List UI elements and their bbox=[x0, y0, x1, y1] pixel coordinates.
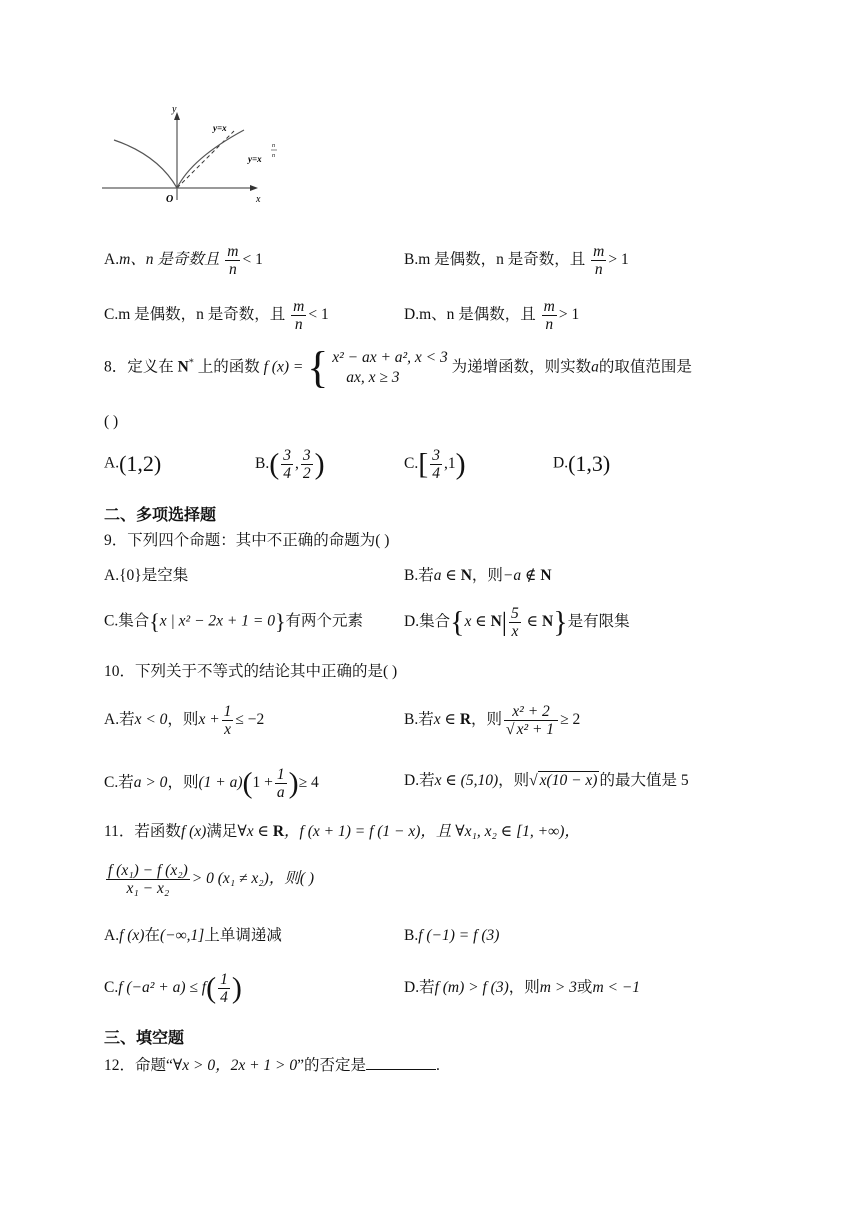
y-axis-label: y bbox=[172, 104, 177, 115]
q12-stem: 12．命题“∀x > 0，2x + 1 > 0”的否定是 . bbox=[104, 1057, 440, 1074]
q11-option-a[interactable]: A.f (x)在(−∞,1]上单调递减 bbox=[104, 927, 282, 944]
q10-option-c[interactable]: C.若a > 0，则(1 + a)(1 + $\frac{1}{a}$ )≥ 4 bbox=[104, 766, 319, 801]
q8-piecewise: x² − ax + a², x < 3 ax, x ≥ 3 bbox=[332, 349, 448, 386]
q8-option-b[interactable]: B.( $\frac{3}{4}$ , $\frac{3}{2}$ ) bbox=[255, 447, 325, 482]
q7-d-fraction: $\frac{m}{n}$ bbox=[543, 298, 555, 333]
q12-answer-blank[interactable] bbox=[366, 1055, 436, 1070]
x-axis-label: x bbox=[256, 194, 261, 205]
q9-option-a[interactable]: A.{0}是空集 bbox=[104, 567, 189, 584]
q10-option-d[interactable]: D.若x ∈ (5,10)，则√ x(10 − x) 的最大值是 5 bbox=[404, 772, 689, 789]
section-heading-multiple-choice: 二、多项选择题 bbox=[104, 507, 217, 524]
q8-option-a[interactable]: A.(1,2) bbox=[104, 451, 162, 476]
q11-condition: $\frac{\text{f (x₁) − f (x₂)}}{\text{x₁ − x₂}}$ > 0 (x₁ ≠ x₂)，则( ) bbox=[108, 862, 315, 897]
q11-option-d[interactable]: D.若f (m) > f (3)，则m > 3或m < −1 bbox=[404, 979, 641, 996]
q9-option-d[interactable]: D.集合{x ∈ N| $\frac{5}{x}$ ∈ N}是有限集 bbox=[404, 605, 630, 640]
q10-stem: 10．下列关于不等式的结论其中正确的是( ) bbox=[104, 663, 398, 680]
q8-option-d[interactable]: D.(1,3) bbox=[553, 451, 611, 476]
origin-label: O bbox=[166, 194, 174, 205]
curve-exponent-num: n bbox=[272, 143, 275, 149]
q8-paren: ( ) bbox=[104, 413, 119, 430]
line-label: y=x bbox=[213, 123, 227, 133]
power-function-graph bbox=[100, 100, 285, 210]
q10-option-b[interactable]: B.若x ∈ R，则 $\frac{\text{x² + 2}}{\text{√ x² + 1}}$ ≥ 2 bbox=[404, 703, 581, 738]
line-y-equals-x bbox=[177, 131, 234, 188]
q11-stem: 11．若函数f (x)满足∀x ∈ R，f (x + 1) = f (1 − x)，且 ∀x₁, x₂ ∈ [1, +∞)， bbox=[104, 823, 580, 840]
curve-exponent-den: n bbox=[272, 153, 275, 159]
x-axis-arrow bbox=[250, 185, 258, 191]
curve-label: y=x bbox=[248, 154, 262, 164]
q7-option-a[interactable]: A.m、n 是奇数且 $\frac{m}{n}$ < 1 bbox=[104, 243, 263, 278]
q7-option-d[interactable]: D.m、n 是偶数，且 $\frac{m}{n}$ > 1 bbox=[404, 298, 580, 333]
q8-option-c[interactable]: C.[ $\frac{3}{4}$ ,1) bbox=[404, 447, 466, 482]
q9-stem: 9．下列四个命题：其中不正确的命题为( ) bbox=[104, 532, 390, 549]
section-heading-fill-in: 三、填空题 bbox=[104, 1030, 185, 1047]
q9-option-b[interactable]: B.若a ∈ N，则−a ∉ N bbox=[404, 567, 552, 584]
q7-b-fraction: $\frac{m}{n}$ bbox=[593, 243, 605, 278]
q7-option-b[interactable]: B.m 是偶数，n 是奇数，且 $\frac{m}{n}$ > 1 bbox=[404, 243, 629, 278]
q7-a-fraction: $\frac{m}{n}$ bbox=[227, 243, 239, 278]
q10-option-a[interactable]: A.若x < 0，则x + $\frac{1}{x}$ ≤ −2 bbox=[104, 703, 265, 738]
q9-option-c[interactable]: C.集合{x | x² − 2x + 1 = 0}有两个元素 bbox=[104, 609, 364, 634]
q7-option-c[interactable]: C.m 是偶数，n 是奇数，且 $\frac{m}{n}$ < 1 bbox=[104, 298, 329, 333]
power-curve bbox=[114, 130, 244, 188]
q11-option-b[interactable]: B.f (−1) = f (3) bbox=[404, 927, 500, 944]
q7-c-fraction: $\frac{m}{n}$ bbox=[293, 298, 305, 333]
q11-option-c[interactable]: C.f (−a² + a) ≤ f( $\frac{1}{4}$ ) bbox=[104, 971, 242, 1006]
q8-stem: 8．定义在 N* 上的函数 f (x) = { x² − ax + a², x < 3 ax, x ≥ 3 为递增函数，则实数a的取值范围是 bbox=[104, 343, 692, 392]
q8-brace: { bbox=[307, 343, 329, 392]
